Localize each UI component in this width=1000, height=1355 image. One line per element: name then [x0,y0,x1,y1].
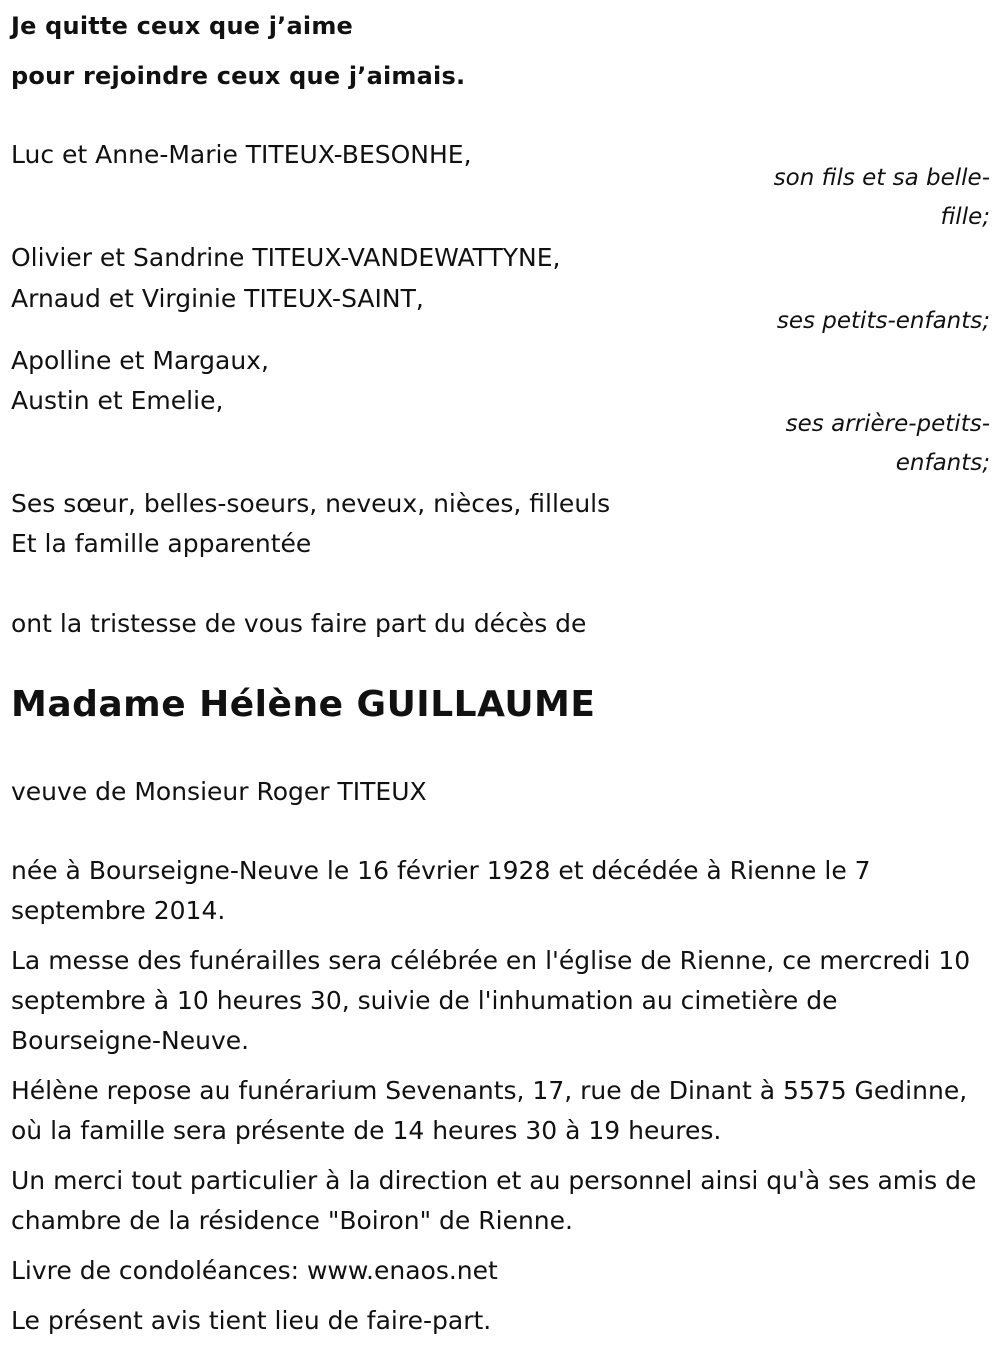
grandchild-line-2: Arnaud et Virginie TITEUX-SAINT, [11,284,424,313]
greatgrandchild-line-1: Apolline et Margaux, [11,346,269,375]
son-role-line-1: son fils et sa belle- [773,165,990,191]
epigraph-line-1: Je quitte ceux que j’aime [11,12,354,40]
notice-line: Le présent avis tient lieu de faire-part. [11,1306,492,1335]
widow-of-text: veuve de Monsieur Roger TITEUX [11,777,427,806]
announcement-text: ont la tristesse de vous faire part du décès de [11,609,587,638]
son-role-line-2: fille; [940,204,990,230]
other-family-line-1: Ses sœur, belles-soeurs, neveux, nièces, filleuls [11,489,611,518]
greatgrandchild-line-2: Austin et Emelie, [11,386,224,415]
thanks-paragraph: Un merci tout particulier à la direction et au personnel ainsi qu'à ses amis de chambre de la résidence "Boiron" de Rienne. [11,1166,977,1235]
grandchild-line-1: Olivier et Sandrine TITEUX-VANDEWATTYNE, [11,243,561,272]
greatgrandchildren-role-line-2: enfants; [895,450,990,476]
other-family-line-2: Et la famille apparentée [11,529,312,558]
deceased-name: Madame Hélène GUILLAUME [11,684,596,725]
son-names: Luc et Anne-Marie TITEUX-BESONHE, [11,140,472,169]
visitation-paragraph: Hélène repose au funérarium Sevenants, 17, rue de Dinant à 5575 Gedinne, où la famille sera présente de 14 heures 30 à 19 heures. [11,1076,968,1145]
condolences-line: Livre de condoléances: www.enaos.net [11,1256,498,1285]
grandchildren-role: ses petits-enfants; [776,308,990,334]
funeral-paragraph: La messe des funérailles sera célébrée en l'église de Rienne, ce mercredi 10 septembre à 10 heures 30, suivie de l'inhumation au cimetière de Bourseigne-Neuve. [11,946,971,1055]
epigraph-line-2: pour rejoindre ceux que j’aimais. [11,62,466,90]
greatgrandchildren-role-line-1: ses arrière-petits- [785,411,990,437]
birth-death-paragraph: née à Bourseigne-Neuve le 16 février 1928 et décédée à Rienne le 7 septembre 2014. [11,856,871,925]
